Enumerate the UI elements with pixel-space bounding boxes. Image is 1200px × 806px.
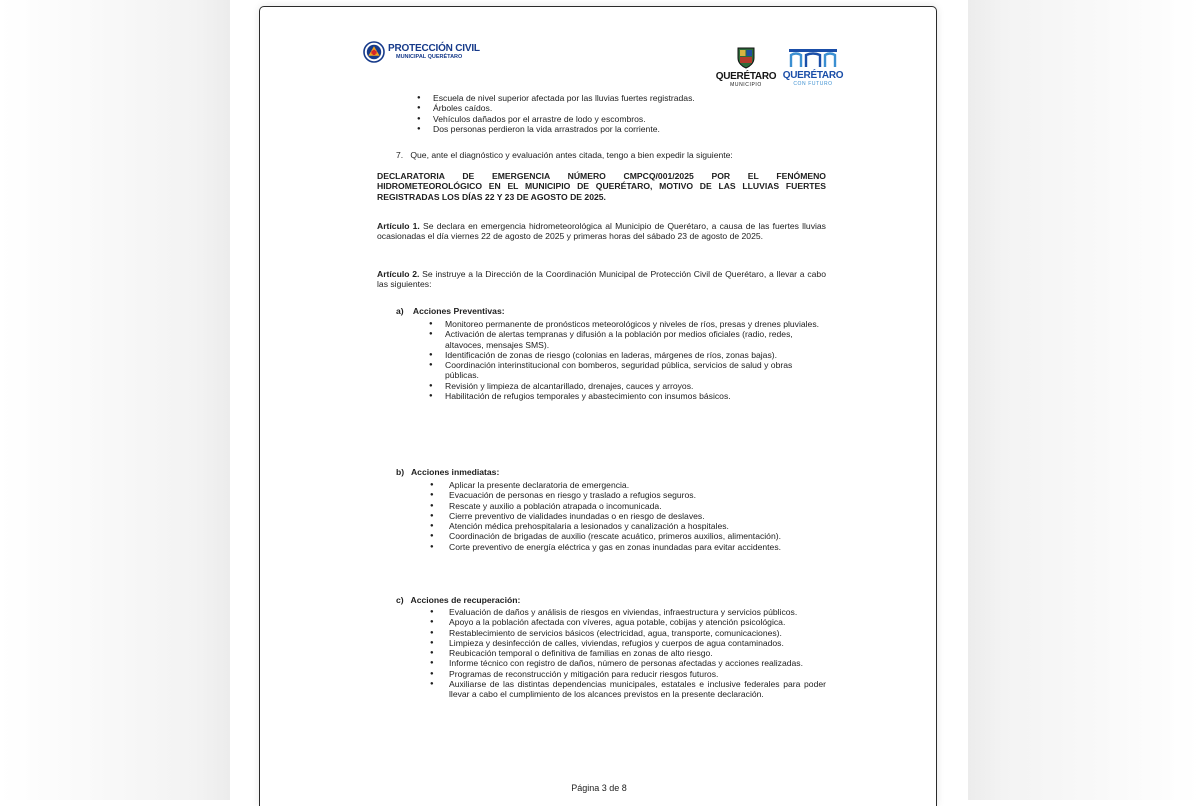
aqueduct-icon — [787, 47, 839, 67]
list-item: ● Habilitación de refugios temporales y abastecimiento con insumos básicos. — [428, 391, 824, 401]
item-7-paragraph: 7. Que, ante el diagnóstico y evaluación antes citada, tengo a bien expedir la siguiente: — [396, 150, 733, 160]
pc-logo-subtitle: MUNICIPAL QUERÉTARO — [396, 53, 463, 60]
list-item: ● Revisión y limpieza de alcantarillado, drenajes, cauces y arroyos. — [428, 381, 824, 391]
list-item: ● Limpieza y desinfección de calles, viviendas, refugios y cuerpos de agua contaminados. — [428, 638, 826, 648]
list-item: ● Evaluación de daños y análisis de riesgos en viviendas, infraestructura y servicios públicos. — [428, 607, 826, 617]
list-item: ● Apoyo a la población afectada con víveres, agua potable, cobijas y atención psicológica. — [428, 617, 826, 627]
list-item: ● Cierre preventivo de vialidades inundadas o en riesgo de deslaves. — [428, 511, 828, 521]
con-futuro-logo-name: QUERÉTARO — [782, 70, 844, 81]
list-item: ● Atención médica prehospitalaria a lesionados y canalización a hospitales. — [428, 521, 828, 531]
list-item: ● Activación de alertas tempranas y difusión a la población por medios oficiales (radio, redes, altavoces, mensajes SMS). — [428, 329, 824, 350]
queretaro-con-futuro-logo — [780, 47, 846, 87]
document-page — [259, 6, 937, 806]
list-item: ● Coordinación de brigadas de auxilio (rescate acuático, primeros auxilios, alimentación). — [428, 531, 828, 541]
list-item: ● Auxiliarse de las distintas dependencias municipales, estatales e inclusive federales para poder llevar a cabo el cumplimiento de los alcances previstos en la presente declaración. — [428, 679, 826, 700]
articulo-2-paragraph — [377, 269, 826, 290]
queretaro-logo-name: QUERÉTARO — [715, 71, 777, 82]
list-item: ● Coordinación interinstitucional con bomberos, seguridad pública, servicios de salud y obras públicas. — [428, 360, 824, 381]
list-item: ● Vehículos dañados por el arrastre de lodo y escombros. — [416, 114, 796, 124]
proteccion-civil-logo — [363, 41, 480, 63]
pc-logo-title: PROTECCIÓN CIVIL — [388, 42, 480, 54]
articulo-2-text: Se instruye a la Dirección de la Coordinación Municipal de Protección Civil de Querétaro, a llevar a cabo las siguientes: — [377, 269, 826, 290]
articulo-1-label: Artículo 1. — [377, 221, 420, 231]
list-item: ● Informe técnico con registro de daños, número de personas afectadas y acciones realizadas. — [428, 658, 826, 668]
section-b-title: b) Acciones inmediatas: — [396, 467, 500, 477]
list-item: ● Corte preventivo de energía eléctrica y gas en zonas inundadas para evitar accidentes. — [428, 542, 828, 552]
list-item: ● Reubicación temporal o definitiva de familias en zonas de alto riesgo. — [428, 648, 826, 658]
list-item: ● Árboles caídos. — [416, 103, 796, 113]
civil-protection-emblem-icon — [363, 41, 385, 63]
list-item: ● Evacuación de personas en riesgo y traslado a refugios seguros. — [428, 490, 828, 500]
section-a-list — [428, 319, 824, 401]
queretaro-logo-subtitle: MUNICIPIO — [730, 82, 762, 88]
page-number: Página 3 de 8 — [571, 783, 627, 793]
section-b-list — [428, 480, 828, 552]
articulo-1-text: Se declara en emergencia hidrometeorológica al Municipio de Querétaro, a causa de las fuertes lluvias ocasionadas el día viernes 22 de agosto de 2025 y primeras horas del sábado 23 de agosto de 2025. — [377, 221, 826, 242]
articulo-2-label: Artículo 2. — [377, 269, 420, 279]
damage-list — [416, 93, 796, 134]
list-item: ● Restablecimiento de servicios básicos (electricidad, agua, transporte, comunicaciones). — [428, 628, 826, 638]
coat-of-arms-icon — [737, 47, 755, 69]
articulo-1-paragraph — [377, 221, 826, 242]
section-c-title: c) Acciones de recuperación: — [396, 595, 521, 605]
con-futuro-logo-subtitle: CON FUTURO — [793, 81, 833, 87]
list-item: ● Escuela de nivel superior afectada por las lluvias fuertes registradas. — [416, 93, 796, 103]
list-item: ● Monitoreo permanente de pronósticos meteorológicos y niveles de ríos, presas y drenes pluviales. — [428, 319, 824, 329]
list-item: ● Dos personas perdieron la vida arrastrados por la corriente. — [416, 124, 796, 134]
background-right — [968, 0, 1200, 800]
list-item: ● Aplicar la presente declaratoria de emergencia. — [428, 480, 828, 490]
list-item: ● Identificación de zonas de riesgo (colonias en laderas, márgenes de ríos, zonas bajas). — [428, 350, 824, 360]
list-item: ● Programas de reconstrucción y mitigación para reducir riesgos futuros. — [428, 669, 826, 679]
declaratoria-heading: DECLARATORIA DE EMERGENCIA NÚMERO CMPCQ/001/2025 POR EL FENÓMENO HIDROMETEOROLÓGICO EN EL MUNICIPIO DE QUERÉTARO, MOTIVO DE LAS LLUVIAS FUERTES REGISTRADAS LOS DÍAS 22 Y 23 DE AGOSTO DE 2025. — [377, 171, 826, 202]
list-item: ● Rescate y auxilio a población atrapada o incomunicada. — [428, 501, 828, 511]
background-left — [0, 0, 230, 800]
queretaro-municipio-logo — [713, 47, 779, 88]
section-a-title: a) Acciones Preventivas: — [396, 306, 505, 316]
section-c-list — [428, 607, 826, 700]
